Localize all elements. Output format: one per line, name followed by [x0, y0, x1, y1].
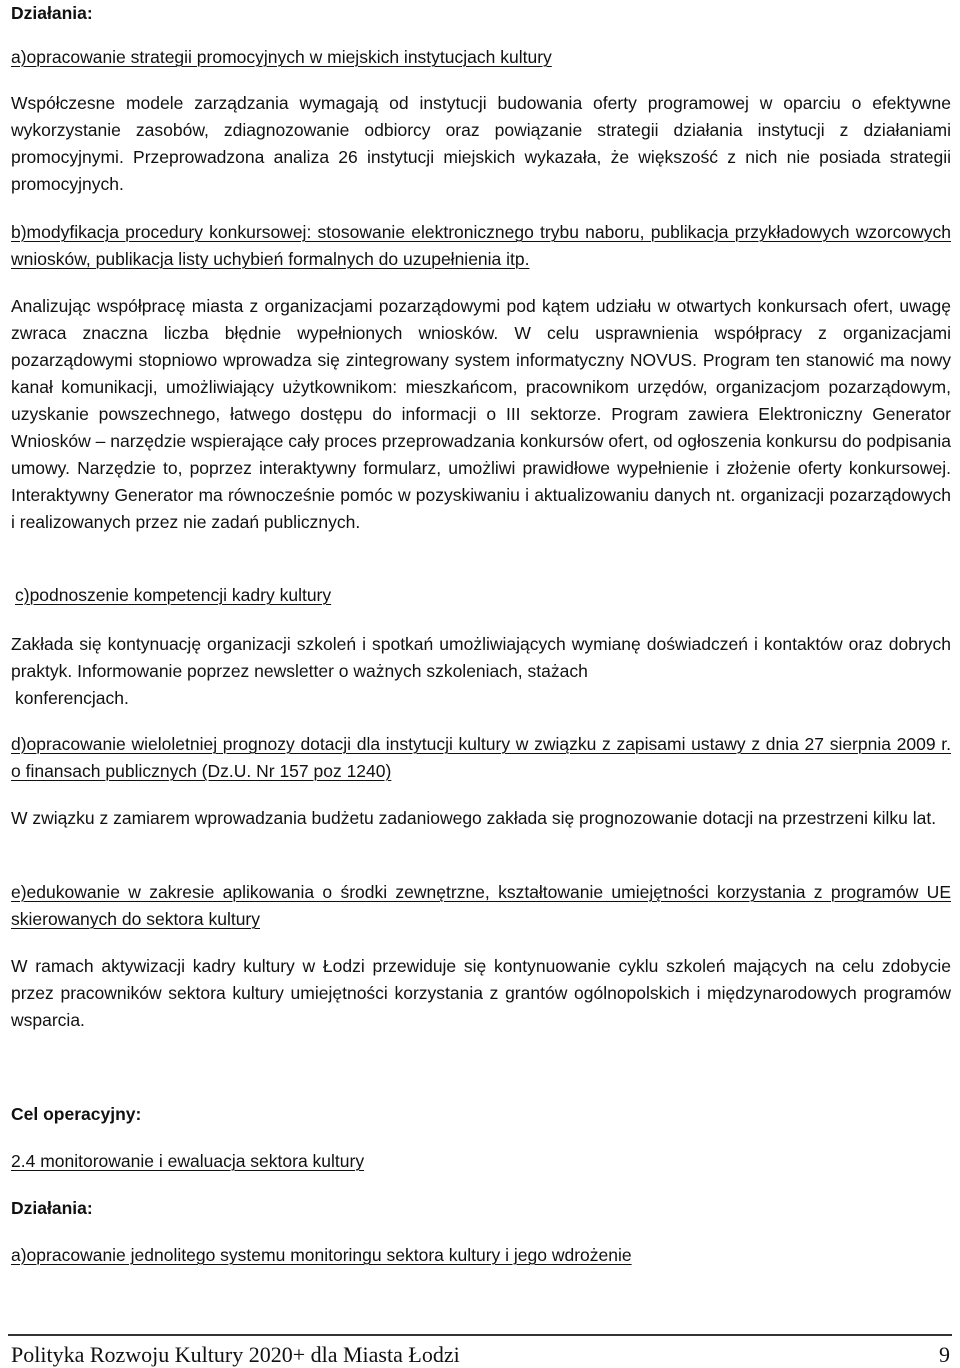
action-item-d: d)opracowanie wieloletniej prognozy dotacji dla instytucji kultury w związku z zapisami ustawy z dnia 27 sierpnia 2009 r. o finansach publicznych (Dz.U. Nr 157 poz 1240): [11, 734, 951, 781]
footer-title: Polityka Rozwoju Kultury 2020+ dla Miasta Łodzi: [11, 1342, 460, 1367]
action-item-e: e)edukowanie w zakresie aplikowania o środki zewnętrzne, kształtowanie umiejętności korzystania z programów UE skierowanych do sektora kultury: [11, 882, 951, 929]
footer-divider: [8, 1334, 952, 1336]
page-number: 9: [939, 1342, 950, 1367]
paragraph-subsidy-forecast: W związku z zamiarem wprowadzania budżetu zadaniowego zakłada się prognozowanie dotacji na przestrzeni kilku lat.: [11, 808, 937, 828]
action-item-a: a)opracowanie strategii promocyjnych w miejskich instytucjach kultury: [11, 47, 552, 67]
action-item-a-monitoring: a)opracowanie jednolitego systemu monitoringu sektora kultury i jego wdrożenie: [11, 1245, 632, 1265]
paragraph-staff-competence-end: konferencjach.: [15, 688, 129, 708]
section-heading-actions-2: Działania:: [11, 1198, 93, 1218]
action-item-c: c)podnoszenie kompetencji kadry kultury: [15, 585, 332, 605]
operational-goal-2-4: 2.4 monitorowanie i ewaluacja sektora kultury: [11, 1151, 365, 1171]
paragraph-staff-competence: [11, 631, 951, 712]
action-item-b: b)modyfikacja procedury konkursowej: stosowanie elektronicznego trybu naboru, publikacja przykładowych wzorcowych wniosków, publikacja listy uchybień formalnych do uzupełnienia itp.: [11, 222, 951, 269]
paragraph-staff-competence-text: Zakłada się kontynuację organizacji szkoleń i spotkań umożliwiających wymianę doświadczeń i kontaktów oraz dobrych praktyk. Informowanie poprzez newsletter o ważnych szkoleniach, stażach: [11, 634, 951, 681]
paragraph-promotion-strategies: Współczesne modele zarządzania wymagają od instytucji budowania oferty programowej w oparciu o efektywne wykorzystanie zasobów, zdiagnozowanie odbiorcy oraz powiązanie strategii działania instytucji z działaniami promocyjnymi. Przeprowadzona analiza 26 instytucji miejskich wykazała, że większość z nich nie posiada strategii promocyjnych.: [11, 93, 951, 194]
paragraph-eu-funding: W ramach aktywizacji kadry kultury w Łodzi przewiduje się kontynuowanie cyklu szkoleń mających na celu zdobycie przez pracowników sektora kultury umiejętności korzystania z grantów ogólnopolskich i międzynarodowych programów wsparcia.: [11, 956, 951, 1030]
section-heading-operational-goal: Cel operacyjny:: [11, 1104, 142, 1124]
section-heading-actions: Działania:: [11, 3, 93, 23]
paragraph-competition-procedure: Analizując współpracę miasta z organizacjami pozarządowymi pod kątem udziału w otwartych konkursach ofert, uwagę zwraca znaczna liczba błędnie wypełnionych wniosków. W celu usprawnienia współpracy z organizacjami pozarządowymi stopniowo wprowadza się zintegrowany system informatyczny NOVUS. Program ten stanowić ma nowy kanał komunikacji, umożliwiający użytkownikom: mieszkańcom, pracownikom urzędów, organizacjom pozarządowym, uzyskanie powszechnego, łatwego dostępu do informacji o III sektorze. Program zawiera Elektroniczny Generator Wniosków – narzędzie wspierające cały proces przeprowadzania konkursów ofert, od ogłoszenia konkursu do podpisania umowy. Narzędzie to, poprzez interaktywny formularz, umożliwi prawidłowe wypełnienie i złożenie oferty konkursowej. Interaktywny Generator ma równocześnie pomóc w pozyskiwaniu i aktualizowaniu danych nt. organizacji pozarządowych i realizowanych przez nie zadań publicznych.: [11, 296, 951, 532]
